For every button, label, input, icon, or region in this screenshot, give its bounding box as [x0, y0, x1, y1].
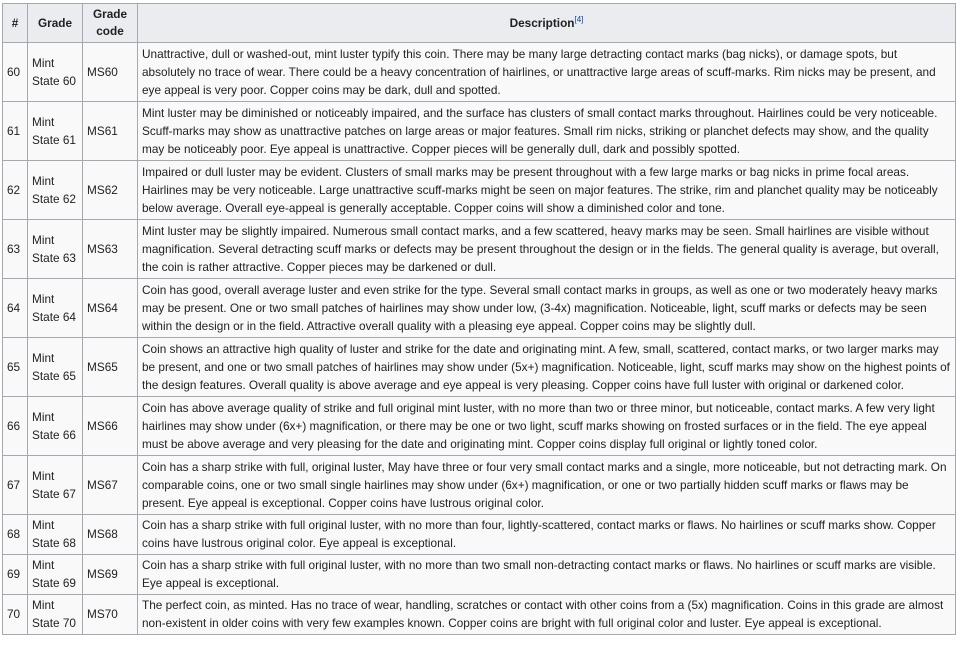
row-description: Coin has good, overall average luster and even strike for the type. Several small contact marks in groups, as well as one or two moderately heavy marks may be present. One or two small patches of hairlines may show under low, (3-4x) magnification. Noticeable, light, scuff marks or defects may be seen within the design or in the field. Attractive overall quality with a pleasing eye appeal. Copper coins may be slightly dull.	[138, 279, 956, 338]
row-number: 69	[3, 555, 28, 595]
row-number: 67	[3, 456, 28, 515]
header-number[interactable]: #	[3, 4, 28, 43]
row-grade: Mint State 62	[28, 161, 83, 220]
table-row	[3, 43, 956, 102]
row-grade: Mint State 68	[28, 515, 83, 555]
header-description[interactable]	[138, 4, 956, 43]
row-grade-code: MS60	[83, 43, 138, 102]
row-number: 60	[3, 43, 28, 102]
row-grade: Mint State 64	[28, 279, 83, 338]
row-description: Coin has above average quality of strike and full original mint luster, with no more than two or three minor, but noticeable, contact marks. A few very light hairlines may show under (6x+) magnification, or there may be one or two light, scuff marks showing on frosted surfaces or in the field. The eye appeal must be above average and very pleasing for the date and originating mint. Copper coins display full original or lightly toned color.	[138, 397, 956, 456]
header-grade[interactable]: Grade	[28, 4, 83, 43]
table-row	[3, 102, 956, 161]
row-grade-code: MS65	[83, 338, 138, 397]
header-row	[3, 4, 956, 43]
table-row	[3, 279, 956, 338]
table-row	[3, 397, 956, 456]
row-grade: Mint State 63	[28, 220, 83, 279]
table-row	[3, 338, 956, 397]
table-row	[3, 456, 956, 515]
header-grade-code[interactable]: Grade code	[83, 4, 138, 43]
row-description: The perfect coin, as minted. Has no trace of wear, handling, scratches or contact with other coins from a (5x) magnification. Coins in this grade are almost non-existent in older coins with very few examples known. Copper coins are bright with full original color and luster. Eye appeal is exceptional.	[138, 595, 956, 635]
row-grade-code: MS67	[83, 456, 138, 515]
row-grade-code: MS68	[83, 515, 138, 555]
row-grade: Mint State 67	[28, 456, 83, 515]
row-number: 61	[3, 102, 28, 161]
row-number: 70	[3, 595, 28, 635]
row-grade-code: MS62	[83, 161, 138, 220]
table-row	[3, 595, 956, 635]
row-number: 64	[3, 279, 28, 338]
row-number: 63	[3, 220, 28, 279]
reference-link[interactable]: [4]	[574, 14, 584, 24]
row-grade-code: MS63	[83, 220, 138, 279]
row-grade: Mint State 60	[28, 43, 83, 102]
row-description: Coin shows an attractive high quality of luster and strike for the date and originating mint. A few, small, scattered, contact marks, or two larger marks may be present, and one or two small patches of hairlines may show under (5x+) magnification. Noticeable, light, scuff marks may show on the highest points of the design features. Overall quality is above average and eye appeal is very pleasing. Copper coins have full luster with original or darkened color.	[138, 338, 956, 397]
table-row	[3, 161, 956, 220]
row-number: 62	[3, 161, 28, 220]
table-row	[3, 555, 956, 595]
row-description: Mint luster may be diminished or noticeably impaired, and the surface has clusters of small contact marks throughout. Hairlines could be very noticeable. Scuff-marks may show as unattractive patches on large areas or major features. Small rim nicks, striking or planchet defects may show, and the quality may be noticeably poor. Eye appeal is unattractive. Copper pieces will be generally dull, dark and possibly spotted.	[138, 102, 956, 161]
row-grade: Mint State 65	[28, 338, 83, 397]
row-grade: Mint State 61	[28, 102, 83, 161]
row-number: 68	[3, 515, 28, 555]
row-description: Coin has a sharp strike with full original luster, with no more than four, lightly-scattered, contact marks or flaws. No hairlines or scuff marks show. Copper coins have lustrous original color. Eye appeal is exceptional.	[138, 515, 956, 555]
row-number: 66	[3, 397, 28, 456]
row-grade-code: MS70	[83, 595, 138, 635]
row-grade-code: MS66	[83, 397, 138, 456]
table-row	[3, 515, 956, 555]
table-row	[3, 220, 956, 279]
row-grade: Mint State 69	[28, 555, 83, 595]
row-description: Coin has a sharp strike with full original luster, with no more than two small non-detracting contact marks or flaws. No hairlines or scuff marks are visible. Eye appeal is exceptional.	[138, 555, 956, 595]
row-description: Unattractive, dull or washed-out, mint luster typify this coin. There may be many large detracting contact marks (bag nicks), or damage spots, but absolutely no trace of wear. There could be a heavy concentration of hairlines, or unattractive large areas of scuff-marks. Rim nicks may be present, and eye appeal is very poor. Copper coins may be dark, dull and spotted.	[138, 43, 956, 102]
row-grade-code: MS61	[83, 102, 138, 161]
row-grade: Mint State 66	[28, 397, 83, 456]
row-description: Impaired or dull luster may be evident. Clusters of small marks may be present throughout with a few large marks or bag nicks in prime focal areas. Hairlines may be very noticeable. Large unattractive scuff-marks might be seen on major features. The strike, rim and planchet quality may be noticeably below average. Overall eye-appeal is generally acceptable. Copper coins will show a diminished color and tone.	[138, 161, 956, 220]
row-number: 65	[3, 338, 28, 397]
row-description: Mint luster may be slightly impaired. Numerous small contact marks, and a few scattered, heavy marks may be seen. Small hairlines are visible without magnification. Several detracting scuff marks or defects may be present throughout the design or in the fields. The general quality is average, but overall, the coin is rather attractive. Copper pieces may be darkened or dull.	[138, 220, 956, 279]
row-grade-code: MS69	[83, 555, 138, 595]
mint-state-grades-table	[2, 3, 956, 635]
header-description-label: Description	[509, 15, 575, 30]
row-description: Coin has a sharp strike with full, original luster, May have three or four very small contact marks and a single, more noticeable, but not detracting mark. On comparable coins, one or two small single hairlines may show under (6x+) magnification, or one or two partially hidden scuff marks or flaws may be present. Eye appeal is exceptional. Copper coins have lustrous original color.	[138, 456, 956, 515]
row-grade: Mint State 70	[28, 595, 83, 635]
row-grade-code: MS64	[83, 279, 138, 338]
